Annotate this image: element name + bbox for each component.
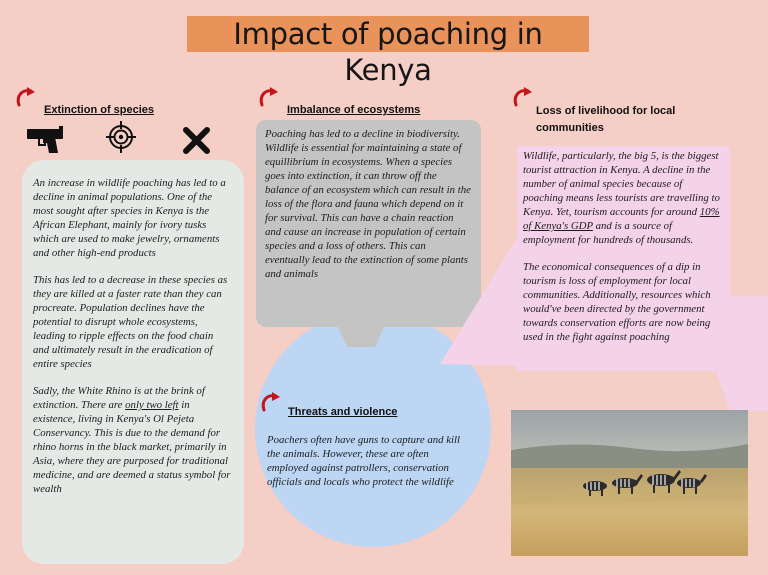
curved-arrow-icon xyxy=(259,391,285,413)
imbalance-text: Poaching has led to a decline in biodiversity. Wildlife is essential for maintaining a state of equillibrium in ecosystems. When a species goes into extinction, it can throw off the balance of an ecosystem which can result in the loss of the flora and fauna which depend on it for survival. This can have a chain reaction and cause an increase in population of certain species and a loss of others. This can eventually lead to the extinction of some plants and animals xyxy=(265,128,471,280)
zebra-savanna-photo xyxy=(511,410,748,556)
x-mark-icon xyxy=(183,127,210,154)
extinction-text-card xyxy=(22,160,244,564)
gdp-link-text: 10% of Kenya's GDP xyxy=(523,206,720,232)
extinction-paragraph-1: An increase in wildlife poaching has led to a decline in animal populations. One of the most sought after species in Kenya is the African Elephant, mainly for ivory tusks which are used to make jewelry, ornaments and other high-end products xyxy=(33,177,226,259)
curved-arrow-icon xyxy=(257,86,283,108)
target-icon xyxy=(106,121,136,153)
livelihood-text-card xyxy=(517,146,730,371)
extinction-paragraph-3: Sadly, the White Rhino is at the brink of extinction. There are only two left in existence, living in Kenya's Ol Pejeta Conservancy. This is due to the demand for rhino horns in the black market, primarily in Asia, where they are purposed for traditional medicine, and are deemed a status symbol for wealth xyxy=(33,385,231,495)
livelihood-paragraph-1: Wildlife, particularly, the big 5, is the biggest tourist attraction in Kenya. A decline in the number of animal species because of poaching means less tourists are travelling to Kenya. Yet, tourism accounts for around 10% of Kenya's GDP and is a source of employment for hundreds of thousands. xyxy=(523,150,720,246)
heading-livelihood: Loss of livelihood for local communities xyxy=(536,105,676,134)
speech-pointer xyxy=(337,325,385,347)
heading-imbalance: Imbalance of ecosystems xyxy=(287,104,421,116)
heading-threats: Threats and violence xyxy=(288,406,398,418)
curved-arrow-icon xyxy=(14,86,40,108)
threats-text: Poachers often have guns to capture and kill the animals. However, these are often employed against patrollers, conservation officials and locals who protect the wildlife xyxy=(267,434,461,488)
gun-icon xyxy=(27,125,64,155)
extinction-paragraph-2: This has led to a decrease in these species as they are killed at a faster rate than they can procreate. Population declines have the potential to disrupt whole ecosystems, leading to ripple effects on the food chain and ultimately result in the eradication of entire species xyxy=(33,274,228,370)
curved-arrow-icon xyxy=(511,86,537,108)
page-title: Impact of poaching in Kenya xyxy=(187,16,589,52)
only-two-left-text: only two left xyxy=(125,399,179,411)
livelihood-paragraph-2: The economical consequences of a dip in tourism is loss of employment for local communities. Additionally, resources which would've been directed by the government towards conservation efforts are now being used in the fight against poaching xyxy=(523,261,711,343)
heading-extinction: Extinction of species xyxy=(44,104,155,116)
